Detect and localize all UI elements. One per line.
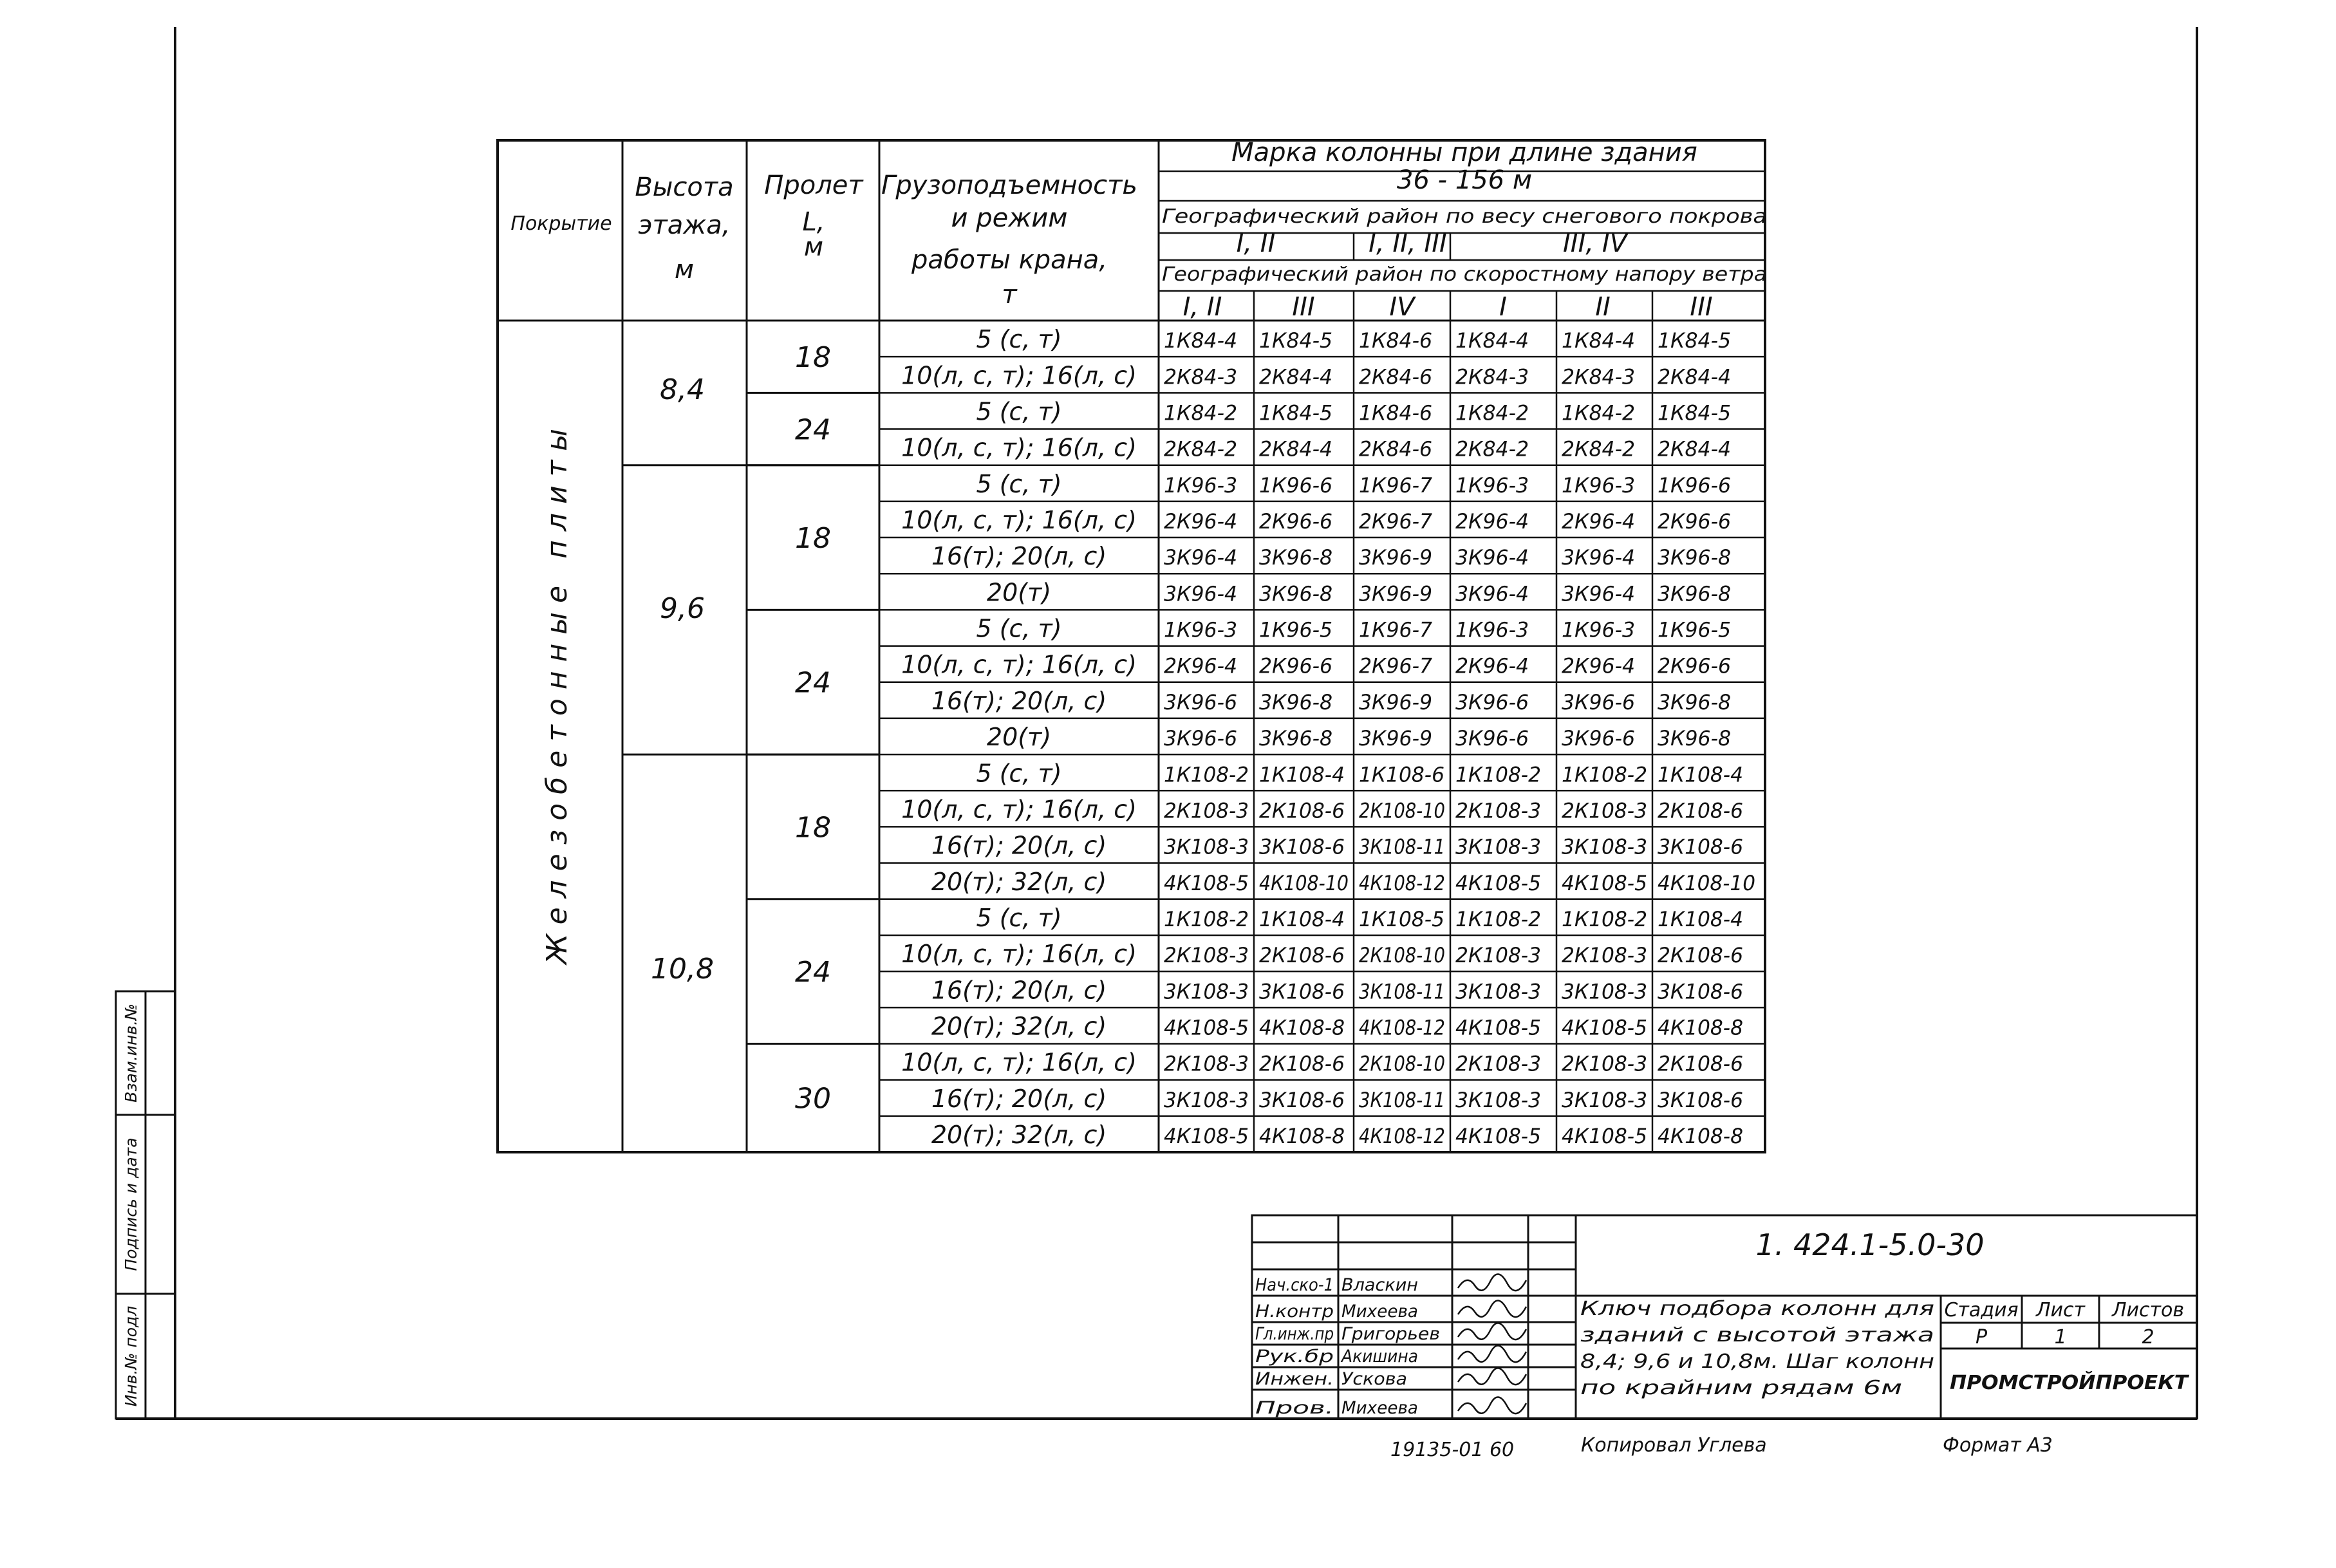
height-header-line-2: этажа,	[638, 210, 731, 240]
snow-group-2: I, II, III	[1369, 229, 1447, 258]
wind-col-3: IV	[1389, 292, 1415, 322]
column-mark: 1К108-2	[1562, 762, 1647, 787]
copied-by: Копировал Углева	[1581, 1434, 1767, 1457]
crane-header-line-4: т	[1002, 280, 1017, 310]
wind-col-4: I	[1499, 292, 1507, 322]
wind-col-5: II	[1595, 292, 1611, 322]
signer-role: Инжен.	[1255, 1369, 1334, 1389]
column-mark: 1К108-6	[1359, 762, 1444, 787]
column-mark: 1К108-2	[1562, 906, 1647, 931]
span-value: 30	[795, 1082, 831, 1115]
column-mark: 2К108-6	[1259, 943, 1345, 968]
column-mark: 3К96-4	[1562, 545, 1635, 570]
column-mark: 2К96-6	[1259, 509, 1332, 534]
column-mark: 1К84-5	[1259, 328, 1332, 353]
table-row	[987, 723, 1731, 751]
column-mark: 3К96-6	[1455, 689, 1529, 714]
column-mark: 2К84-6	[1359, 364, 1432, 389]
signer-role: Нач.ско-1	[1255, 1275, 1334, 1295]
signer-role: Н.контр	[1255, 1302, 1334, 1321]
column-mark: 3К108-11	[1359, 979, 1445, 1004]
table-row	[901, 434, 1731, 462]
column-mark: 3К108-6	[1259, 1087, 1345, 1112]
column-mark: 2К108-10	[1359, 943, 1445, 968]
column-mark: 2К96-4	[1455, 653, 1529, 678]
length-label: 36 - 156 м	[1397, 165, 1532, 195]
span-value: 24	[795, 956, 831, 989]
column-mark: 3К96-6	[1562, 726, 1635, 751]
sheet-label: Лист	[2035, 1299, 2086, 1321]
column-mark: 2К96-6	[1259, 653, 1332, 678]
column-mark: 3К108-3	[1455, 979, 1541, 1004]
column-mark: 1К108-2	[1455, 762, 1541, 787]
column-mark: 3К108-6	[1259, 834, 1345, 859]
height-header-line-1: Высота	[635, 173, 734, 202]
column-mark: 4К108-12	[1359, 1015, 1445, 1040]
snow-group-1: I, II	[1236, 229, 1276, 258]
column-mark: 3К108-6	[1658, 834, 1743, 859]
crane-load: 16(т); 20(л, с)	[931, 686, 1107, 715]
column-mark: 2К84-3	[1455, 364, 1529, 389]
snow-title: Географический район по весу снегового покрова	[1162, 205, 1767, 228]
sheets-label: Листов	[2111, 1299, 2185, 1321]
column-mark: 2К96-7	[1359, 509, 1433, 534]
description-line-2: зданий с высотой этажа	[1580, 1324, 1934, 1347]
column-mark: 4К108-5	[1455, 1124, 1541, 1148]
column-mark: 3К108-3	[1562, 979, 1647, 1004]
signature-icon	[1458, 1397, 1526, 1414]
column-mark: 4К108-5	[1164, 870, 1249, 895]
column-mark: 3К108-3	[1164, 1087, 1249, 1112]
crane-load: 10(л, с, т); 16(л, с)	[901, 1048, 1137, 1077]
table-row	[931, 832, 1743, 860]
column-mark: 2К96-7	[1359, 653, 1433, 678]
column-mark: 1К96-3	[1455, 472, 1529, 498]
column-mark: 3К96-9	[1359, 726, 1432, 751]
column-mark: 3К96-8	[1259, 545, 1332, 570]
signer-role: Пров.	[1255, 1398, 1334, 1418]
table-row	[976, 759, 1743, 787]
mark-title: Марка колонны при длине здания	[1231, 138, 1697, 167]
signer-row	[1255, 1300, 1526, 1321]
column-mark: 1К108-2	[1164, 762, 1249, 787]
signer-row	[1255, 1368, 1526, 1389]
organization: ПРОМСТРОЙПРОЕКТ	[1950, 1372, 2179, 1394]
table-row	[901, 1049, 1743, 1077]
span-header-line-2: L,	[802, 207, 825, 237]
column-mark: 2К108-6	[1259, 798, 1345, 823]
column-mark: 3К108-3	[1455, 1087, 1541, 1112]
column-mark: 2К108-3	[1455, 943, 1541, 968]
column-mark: 4К108-5	[1164, 1124, 1249, 1148]
column-mark: 4К108-10	[1658, 870, 1755, 895]
column-mark: 4К108-5	[1455, 870, 1541, 895]
span-value: 24	[795, 413, 831, 447]
crane-load: 5 (с, т)	[976, 903, 1062, 932]
span-value: 18	[795, 341, 831, 375]
column-mark: 2К108-3	[1455, 798, 1541, 823]
sheets-value: 2	[2142, 1326, 2154, 1349]
side-stamp-inv-label: Инв.№ подл	[122, 1305, 140, 1407]
column-mark: 4К108-8	[1658, 1124, 1743, 1148]
stage-value: Р	[1975, 1326, 1988, 1349]
table-row	[931, 1121, 1743, 1149]
crane-load: 10(л, с, т); 16(л, с)	[901, 361, 1137, 390]
column-mark: 2К108-3	[1164, 798, 1249, 823]
signer-name: Михеева	[1341, 1398, 1418, 1418]
column-mark: 3К96-4	[1164, 581, 1237, 606]
column-mark: 2К84-4	[1658, 436, 1731, 462]
column-mark: 2К108-6	[1658, 798, 1743, 823]
column-mark: 1К84-5	[1658, 400, 1731, 425]
span-cells	[795, 341, 831, 1115]
column-mark: 2К108-6	[1259, 1051, 1345, 1076]
column-mark: 3К96-6	[1455, 726, 1529, 751]
column-mark: 2К96-4	[1562, 653, 1635, 678]
column-mark: 3К108-6	[1658, 979, 1743, 1004]
height-value-3: 10,8	[651, 953, 714, 985]
crane-load: 5 (с, т)	[976, 614, 1062, 643]
crane-load: 20(т); 32(л, с)	[931, 1012, 1107, 1041]
column-mark: 3К96-9	[1359, 689, 1432, 714]
column-mark: 1К108-4	[1259, 762, 1345, 787]
crane-load: 20(т); 32(л, с)	[931, 867, 1107, 896]
column-mark: 1К108-2	[1164, 906, 1249, 931]
table-row	[931, 1085, 1743, 1113]
crane-header-line-1: Грузоподъемность	[881, 171, 1137, 200]
signer-name: Михеева	[1341, 1302, 1418, 1321]
table-row	[931, 542, 1731, 570]
column-mark: 2К84-2	[1562, 436, 1635, 462]
description-line-3: 8,4; 9,6 и 10,8м. Шаг колонн	[1580, 1350, 1934, 1373]
column-mark: 2К84-4	[1658, 364, 1731, 389]
column-mark: 4К108-8	[1259, 1124, 1345, 1148]
span-value: 18	[795, 811, 831, 845]
column-mark: 3К108-11	[1359, 1087, 1445, 1112]
table-row	[901, 795, 1743, 823]
column-mark: 1К84-4	[1562, 328, 1635, 353]
column-mark: 2К84-6	[1359, 436, 1432, 462]
coverage-header: Покрытие	[510, 212, 612, 235]
span-header-line-3: м	[803, 232, 824, 262]
crane-load: 20(т)	[986, 723, 1052, 752]
crane-header-line-3: работы крана,	[911, 245, 1108, 275]
crane-load: 5 (с, т)	[976, 759, 1062, 788]
column-mark: 3К96-9	[1359, 581, 1432, 606]
column-mark: 1К84-5	[1259, 400, 1332, 425]
table-row	[931, 1012, 1743, 1040]
column-mark: 1К108-4	[1658, 762, 1743, 787]
column-mark: 4К108-8	[1658, 1015, 1743, 1040]
crane-load: 10(л, с, т); 16(л, с)	[901, 940, 1137, 969]
column-mark: 2К84-2	[1455, 436, 1529, 462]
crane-load: 20(т)	[986, 578, 1052, 607]
column-mark: 4К108-8	[1259, 1015, 1345, 1040]
signer-row	[1255, 1323, 1526, 1344]
column-mark: 3К96-4	[1455, 545, 1529, 570]
table-body	[901, 325, 1755, 1149]
column-mark: 4К108-5	[1562, 1124, 1647, 1148]
height-value-1: 8,4	[660, 373, 705, 406]
column-mark: 3К96-8	[1259, 689, 1332, 714]
column-mark: 3К96-4	[1455, 581, 1529, 606]
column-mark: 1К84-5	[1658, 328, 1731, 353]
crane-load: 16(т); 20(л, с)	[931, 1084, 1107, 1113]
column-mark: 2К108-3	[1562, 1051, 1647, 1076]
column-mark: 3К96-9	[1359, 545, 1432, 570]
crane-load: 10(л, с, т); 16(л, с)	[901, 433, 1137, 462]
column-mark: 1К96-3	[1455, 617, 1529, 642]
side-stamp-sign-label: Подпись и дата	[122, 1137, 140, 1271]
crane-load: 10(л, с, т); 16(л, с)	[901, 795, 1137, 824]
column-mark: 2К108-10	[1359, 1051, 1445, 1076]
crane-load: 16(т); 20(л, с)	[931, 831, 1107, 860]
column-mark: 2К84-4	[1259, 364, 1332, 389]
column-mark: 1К84-2	[1164, 400, 1237, 425]
column-mark: 2К108-3	[1164, 943, 1249, 968]
wind-col-2: III	[1292, 292, 1315, 322]
column-mark: 1К96-7	[1359, 617, 1433, 642]
column-mark: 1К84-2	[1562, 400, 1635, 425]
column-mark: 3К96-8	[1658, 689, 1731, 714]
column-mark: 1К96-3	[1164, 472, 1237, 498]
column-mark: 1К84-6	[1359, 328, 1432, 353]
column-mark: 1К96-3	[1562, 472, 1635, 498]
inventory-number: 19135-01 60	[1390, 1439, 1515, 1461]
signer-role: Рук.бр	[1255, 1347, 1334, 1367]
column-mark: 1К108-5	[1359, 906, 1444, 931]
column-mark: 4К108-12	[1359, 1124, 1445, 1148]
wind-title: Географический район по скоростному напору ветра	[1162, 263, 1767, 286]
description-line-4: по крайним рядам 6м	[1580, 1377, 1902, 1399]
signer-name: Акишина	[1340, 1347, 1418, 1367]
column-mark: 3К108-3	[1164, 834, 1249, 859]
column-mark: 1К96-5	[1259, 617, 1332, 642]
span-header-line-1: Пролет	[764, 171, 863, 200]
signature-icon	[1458, 1368, 1526, 1385]
column-mark: 3К108-3	[1562, 834, 1647, 859]
column-mark: 4К108-5	[1455, 1015, 1541, 1040]
column-mark: 1К108-4	[1658, 906, 1743, 931]
signer-row	[1255, 1274, 1526, 1295]
table-row	[901, 506, 1731, 534]
column-mark: 3К96-6	[1562, 689, 1635, 714]
column-mark: 2К96-4	[1455, 509, 1529, 534]
table-row	[987, 578, 1731, 606]
column-mark: 3К96-6	[1164, 689, 1237, 714]
height-value-2: 9,6	[660, 592, 705, 625]
sheet-frame	[116, 27, 2197, 1419]
column-mark: 2К108-3	[1562, 943, 1647, 968]
side-stamp-replace-label: Взам.инв.№	[122, 1003, 140, 1103]
column-mark: 1К96-6	[1259, 472, 1332, 498]
signer-name: Власкин	[1341, 1275, 1418, 1295]
crane-load: 16(т); 20(л, с)	[931, 976, 1107, 1005]
column-mark: 1К96-7	[1359, 472, 1433, 498]
column-mark: 2К108-10	[1359, 798, 1445, 823]
column-mark: 3К96-8	[1658, 726, 1731, 751]
column-mark: 1К96-3	[1164, 617, 1237, 642]
column-mark: 1К84-4	[1164, 328, 1237, 353]
description-line-1: Ключ подбора колонн для	[1580, 1298, 1934, 1320]
column-mark: 4К108-5	[1562, 1015, 1647, 1040]
height-header-line-3: м	[674, 255, 695, 285]
column-mark: 1К96-5	[1658, 617, 1731, 642]
crane-load: 20(т); 32(л, с)	[931, 1121, 1107, 1149]
table-row	[976, 904, 1743, 932]
paper-format: Формат А3	[1943, 1434, 2053, 1457]
table-row	[901, 361, 1731, 389]
signer-row	[1255, 1397, 1526, 1418]
span-value: 18	[795, 522, 831, 555]
column-mark: 3К108-11	[1359, 834, 1445, 859]
column-mark: 2К96-6	[1658, 509, 1731, 534]
table-row	[931, 976, 1743, 1004]
column-mark: 2К108-3	[1562, 798, 1647, 823]
crane-load: 5 (с, т)	[976, 469, 1062, 498]
column-mark: 2К108-6	[1658, 1051, 1743, 1076]
column-mark: 3К96-8	[1259, 726, 1332, 751]
coverage-value: Железобетонные плиты	[541, 420, 574, 964]
snow-group-3: III, IV	[1563, 229, 1627, 258]
column-mark: 3К108-3	[1562, 1087, 1647, 1112]
column-mark: 3К96-8	[1259, 581, 1332, 606]
column-mark: 2К108-6	[1658, 943, 1743, 968]
signature-icon	[1458, 1274, 1526, 1291]
stage-label: Стадия	[1944, 1299, 2019, 1321]
signature-icon	[1458, 1300, 1526, 1317]
column-mark: 3К96-8	[1658, 545, 1731, 570]
signer-name: Ускова	[1341, 1369, 1407, 1389]
crane-load: 16(т); 20(л, с)	[931, 542, 1107, 571]
column-mark: 3К96-6	[1164, 726, 1237, 751]
crane-header-line-2: и режим	[951, 203, 1068, 233]
column-mark: 3К108-3	[1455, 834, 1541, 859]
column-mark: 3К96-4	[1562, 581, 1635, 606]
column-mark: 1К96-3	[1562, 617, 1635, 642]
column-mark: 2К84-3	[1562, 364, 1635, 389]
signer-name: Григорьев	[1341, 1324, 1440, 1344]
column-mark: 2К84-4	[1259, 436, 1332, 462]
column-mark: 1К84-2	[1455, 400, 1529, 425]
wind-col-1: I, II	[1182, 292, 1222, 322]
column-mark: 4К108-5	[1164, 1015, 1249, 1040]
signature-icon	[1458, 1323, 1526, 1339]
wind-col-6: III	[1690, 292, 1713, 322]
column-mark: 1К84-6	[1359, 400, 1432, 425]
column-mark: 4К108-12	[1359, 870, 1445, 895]
signer-row	[1255, 1345, 1526, 1367]
column-mark: 1К96-6	[1658, 472, 1731, 498]
column-mark: 2К96-4	[1562, 509, 1635, 534]
crane-load: 10(л, с, т); 16(л, с)	[901, 650, 1137, 679]
column-mark: 2К108-3	[1455, 1051, 1541, 1076]
doc-code: 1. 424.1-5.0-30	[1755, 1227, 1985, 1262]
column-mark: 3К96-4	[1164, 545, 1237, 570]
column-mark: 1К108-4	[1259, 906, 1345, 931]
column-mark: 2К96-4	[1164, 509, 1237, 534]
table-row	[901, 651, 1731, 679]
column-mark: 1К108-2	[1455, 906, 1541, 931]
column-mark: 2К96-4	[1164, 653, 1237, 678]
column-mark: 3К96-8	[1658, 581, 1731, 606]
column-mark: 4К108-10	[1259, 870, 1349, 895]
sheet-value: 1	[2054, 1326, 2067, 1349]
column-mark: 2К84-2	[1164, 436, 1237, 462]
column-mark: 4К108-5	[1562, 870, 1647, 895]
column-mark: 3К108-6	[1259, 979, 1345, 1004]
crane-load: 5 (с, т)	[976, 325, 1062, 354]
span-value: 24	[795, 666, 831, 700]
column-mark: 2К96-6	[1658, 653, 1731, 678]
table-row	[931, 868, 1755, 896]
crane-load: 5 (с, т)	[976, 397, 1062, 426]
column-mark: 2К108-3	[1164, 1051, 1249, 1076]
column-mark: 1К84-4	[1455, 328, 1529, 353]
table-row	[931, 687, 1731, 715]
table-row	[901, 940, 1743, 968]
column-mark: 2К84-3	[1164, 364, 1237, 389]
signature-icon	[1458, 1345, 1526, 1362]
crane-load: 10(л, с, т); 16(л, с)	[901, 506, 1137, 535]
column-mark: 3К108-6	[1658, 1087, 1743, 1112]
column-mark: 3К108-3	[1164, 979, 1249, 1004]
signer-role: Гл.инж.пр	[1255, 1324, 1334, 1344]
